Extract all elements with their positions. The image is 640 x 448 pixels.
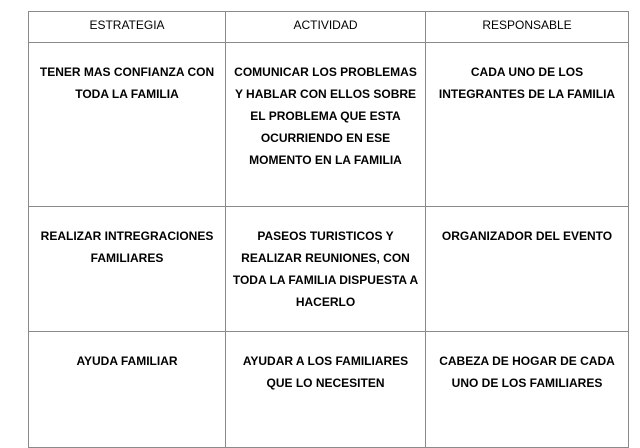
cell-text: AYUDAR A LOS FAMILIARES QUE LO NECESITEN (242, 354, 409, 390)
header-actividad (226, 12, 426, 43)
header-label: ACTIVIDAD (293, 18, 358, 32)
cell-text: PASEOS TURISTICOS Y REALIZAR REUNIONES, CON TODA LA FAMILIA DISPUESTA A HACERLO (232, 229, 419, 309)
cell-text: CABEZA DE HOGAR DE CADA UNO DE LOS FAMILIARES (439, 354, 615, 390)
cell-responsable (426, 43, 629, 207)
cell-text: CADA UNO DE LOS INTEGRANTES DE LA FAMILIA (438, 65, 616, 101)
cell-estrategia (29, 207, 226, 332)
cell-responsable (426, 332, 629, 448)
cell-text: COMUNICAR LOS PROBLEMAS Y HABLAR CON ELLOS SOBRE EL PROBLEMA QUE ESTA OCURRIENDO EN ESE MOMENTO EN LA FAMILIA (234, 65, 417, 167)
cell-text: ORGANIZADOR DEL EVENTO (441, 229, 613, 243)
header-responsable (426, 12, 629, 43)
cell-actividad (226, 332, 426, 448)
strategy-table (28, 11, 629, 448)
table-row (29, 43, 629, 207)
cell-estrategia (29, 332, 226, 448)
table-row (29, 207, 629, 332)
cell-estrategia (29, 43, 226, 207)
cell-actividad (226, 207, 426, 332)
cell-text: AYUDA FAMILIAR (76, 354, 178, 368)
header-label: ESTRATEGIA (89, 18, 165, 32)
cell-responsable (426, 207, 629, 332)
header-label: RESPONSABLE (482, 18, 572, 32)
cell-actividad (226, 43, 426, 207)
cell-text: TENER MAS CONFIANZA CON TODA LA FAMILIA (39, 65, 215, 101)
table-row (29, 332, 629, 448)
cell-text: REALIZAR INTREGRACIONES FAMILIARES (40, 229, 214, 265)
header-estrategia (29, 12, 226, 43)
table-header-row (29, 12, 629, 43)
